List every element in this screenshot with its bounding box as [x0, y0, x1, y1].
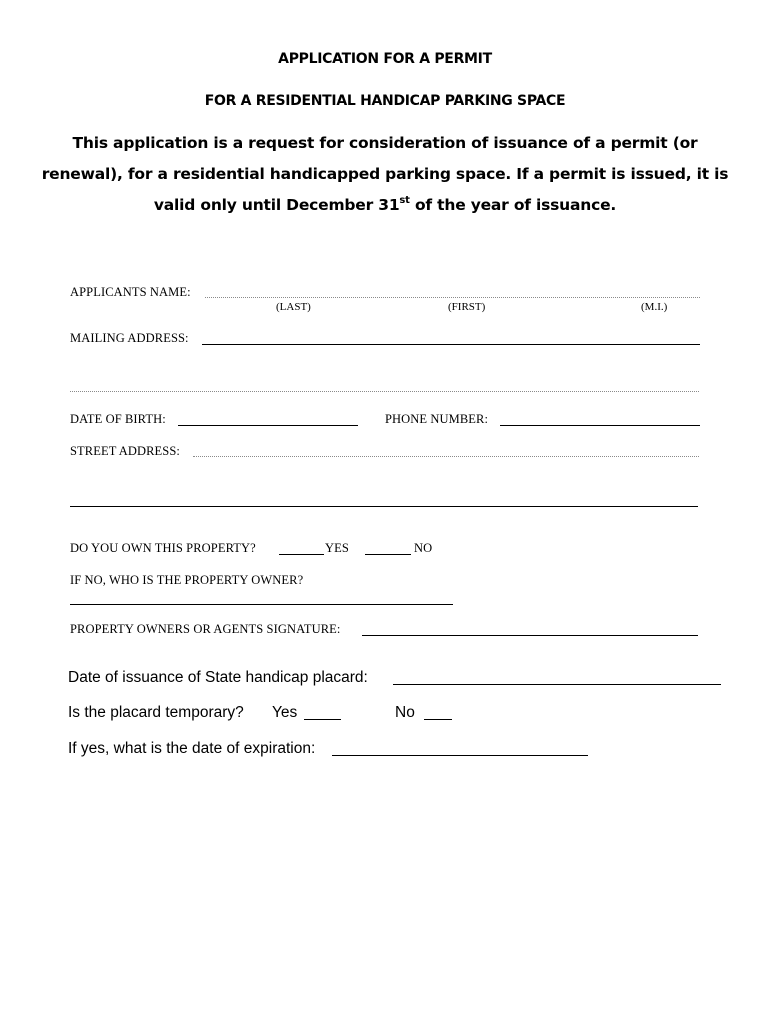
street-address-label: STREET ADDRESS:	[70, 444, 180, 458]
date-of-birth-field[interactable]	[178, 425, 358, 426]
own-property-no-blank[interactable]	[365, 554, 411, 555]
own-property-yes-label: YES	[325, 541, 349, 555]
intro-superscript: st	[399, 195, 410, 206]
owner-signature-field[interactable]	[362, 635, 698, 636]
placard-temporary-yes-label: Yes	[272, 704, 298, 721]
expiration-date-field[interactable]	[332, 755, 588, 756]
intro-line-2: renewal), for a residential handicapped parking space. If a permit is issued, it is	[41, 165, 729, 183]
expiration-date-label: If yes, what is the date of expiration:	[68, 740, 316, 757]
own-property-label: DO YOU OWN THIS PROPERTY?	[70, 541, 256, 555]
placard-temporary-no-blank[interactable]	[424, 719, 452, 720]
intro-line-1: This application is a request for consideration of issuance of a permit (or	[72, 134, 698, 152]
placard-issuance-label: Date of issuance of State handicap placard:	[68, 669, 368, 686]
first-name-caption: (FIRST)	[448, 301, 486, 313]
mailing-address-label: MAILING ADDRESS:	[70, 331, 189, 345]
placard-temporary-yes-blank[interactable]	[304, 719, 341, 720]
property-owner-label: IF NO, WHO IS THE PROPERTY OWNER?	[70, 573, 304, 587]
last-name-caption: (LAST)	[276, 301, 311, 313]
owner-signature-label: PROPERTY OWNERS OR AGENTS SIGNATURE:	[70, 622, 341, 636]
applicant-name-field[interactable]	[205, 297, 700, 298]
property-owner-field[interactable]	[70, 604, 453, 605]
intro-paragraph	[0, 128, 770, 221]
phone-number-field[interactable]	[500, 425, 700, 426]
date-of-birth-label: DATE OF BIRTH:	[70, 412, 166, 426]
own-property-no-label: NO	[414, 541, 433, 555]
form-title: APPLICATION FOR A PERMIT	[278, 51, 492, 67]
placard-issuance-field[interactable]	[393, 684, 721, 685]
street-address-line-2[interactable]	[70, 506, 698, 507]
applicant-name-label: APPLICANTS NAME:	[70, 285, 191, 299]
intro-line-3-text: valid only until December 31	[153, 196, 400, 214]
intro-line-3-end: of the year of issuance.	[409, 196, 617, 214]
form-subtitle: FOR A RESIDENTIAL HANDICAP PARKING SPACE	[204, 93, 566, 109]
middle-initial-caption: (M.I.)	[641, 301, 668, 313]
placard-temporary-label: Is the placard temporary?	[68, 704, 244, 721]
street-address-field[interactable]	[193, 456, 699, 457]
mailing-address-field[interactable]	[202, 344, 700, 345]
placard-temporary-no-label: No	[395, 704, 415, 721]
intro-line-3	[0, 190, 770, 221]
own-property-yes-blank[interactable]	[279, 554, 324, 555]
mailing-address-line-2[interactable]	[70, 391, 699, 392]
phone-number-label: PHONE NUMBER:	[385, 412, 489, 426]
